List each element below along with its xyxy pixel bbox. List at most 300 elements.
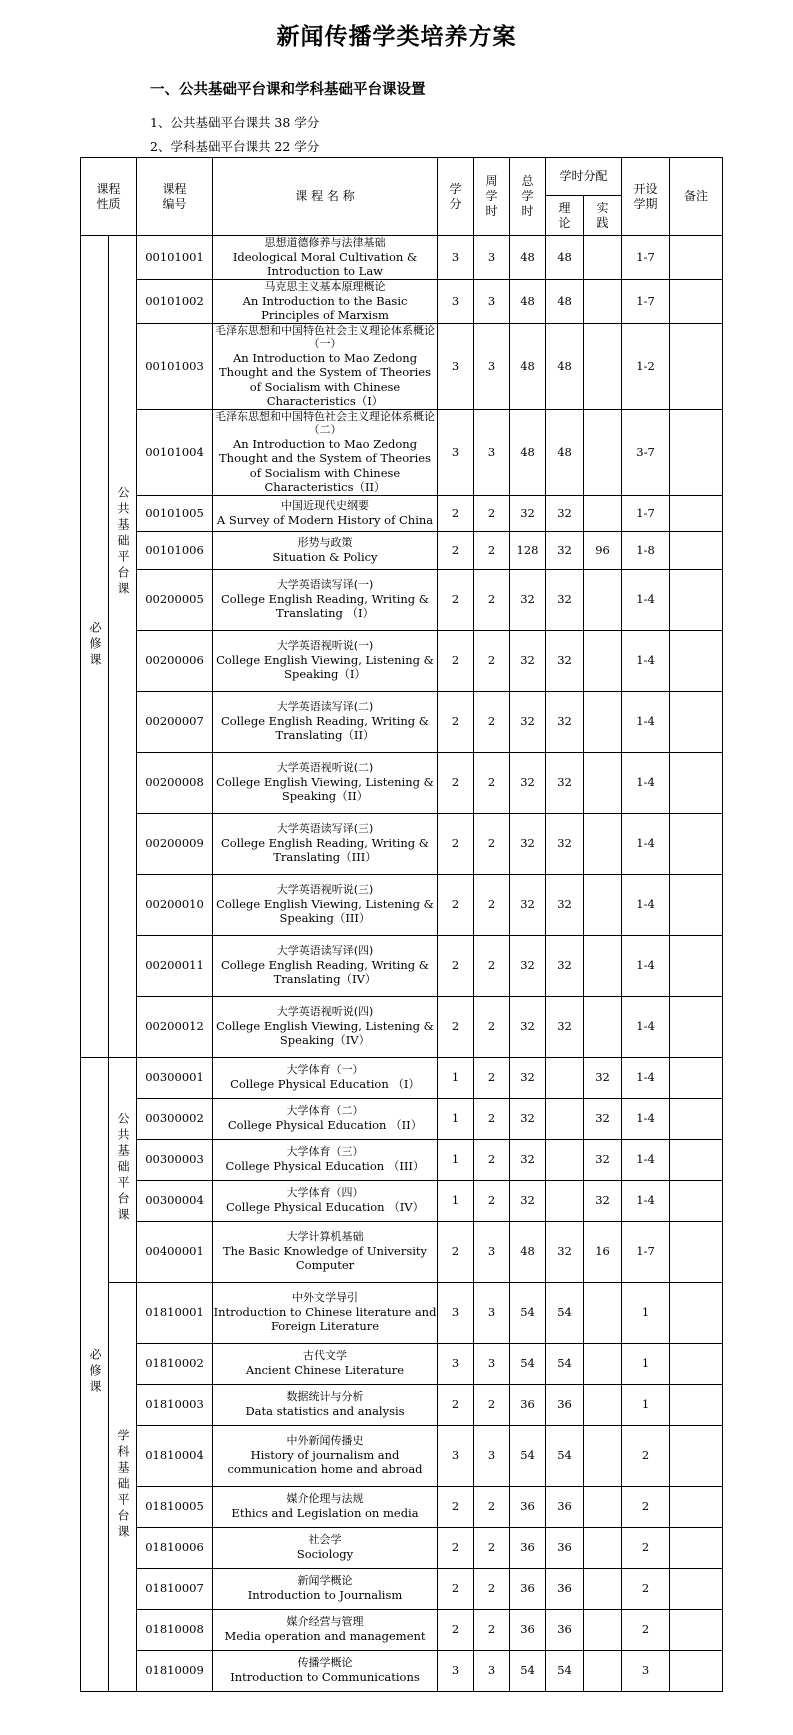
course-remarks	[670, 691, 723, 752]
course-total: 32	[510, 874, 546, 935]
course-name	[213, 1384, 438, 1425]
course-total: 54	[510, 1343, 546, 1384]
course-weekly: 2	[474, 1180, 510, 1221]
course-credit: 1	[438, 1180, 474, 1221]
course-credit: 2	[438, 1527, 474, 1568]
course-practice	[584, 1609, 622, 1650]
course-code: 01810008	[137, 1609, 213, 1650]
course-semester: 1-7	[622, 1221, 670, 1282]
course-name-en: College Physical Education （I）	[230, 1077, 420, 1092]
table-row	[81, 1527, 723, 1568]
course-total: 36	[510, 1568, 546, 1609]
course-credit: 3	[438, 409, 474, 495]
course-practice	[584, 874, 622, 935]
course-theory: 54	[546, 1425, 584, 1486]
course-name	[213, 409, 438, 495]
course-weekly: 2	[474, 1098, 510, 1139]
course-remarks	[670, 1527, 723, 1568]
course-name-zh: 大学体育（四）	[286, 1186, 364, 1200]
header-remarks: 备注	[670, 158, 723, 236]
course-weekly: 3	[474, 1221, 510, 1282]
course-credit: 2	[438, 495, 474, 531]
course-name-zh: 大学英语读写译(三)	[276, 822, 374, 836]
table-row	[81, 1609, 723, 1650]
course-weekly: 2	[474, 752, 510, 813]
group-public-platform-1: 公共基础平台课	[109, 236, 137, 1058]
course-total: 32	[510, 691, 546, 752]
course-name	[213, 813, 438, 874]
course-practice	[584, 752, 622, 813]
course-code: 00300002	[137, 1098, 213, 1139]
course-theory: 54	[546, 1650, 584, 1691]
table-row	[81, 1221, 723, 1282]
course-remarks	[670, 569, 723, 630]
course-code: 01810002	[137, 1343, 213, 1384]
course-weekly: 3	[474, 1650, 510, 1691]
table-row	[81, 495, 723, 531]
course-semester: 1-4	[622, 1180, 670, 1221]
course-semester: 1-7	[622, 495, 670, 531]
course-code: 00101004	[137, 409, 213, 495]
course-name	[213, 531, 438, 569]
course-semester: 1-4	[622, 1139, 670, 1180]
course-remarks	[670, 1282, 723, 1343]
group-required-1: 必修课	[81, 236, 109, 1058]
course-remarks	[670, 935, 723, 996]
header-name: 课 程 名 称	[213, 158, 438, 236]
course-name-en: The Basic Knowledge of University Computer	[222, 1244, 428, 1273]
course-name	[213, 874, 438, 935]
table-row	[81, 935, 723, 996]
course-total: 36	[510, 1384, 546, 1425]
course-weekly: 2	[474, 935, 510, 996]
course-weekly: 2	[474, 1486, 510, 1527]
course-name-en: College English Viewing, Listening & Speaking（IV）	[216, 1019, 434, 1048]
table-row	[81, 813, 723, 874]
course-theory: 32	[546, 1221, 584, 1282]
course-semester: 2	[622, 1425, 670, 1486]
course-name	[213, 1527, 438, 1568]
course-remarks	[670, 280, 723, 324]
course-name-zh: 毛泽东思想和中国特色社会主义理论体系概论（二）	[215, 409, 436, 437]
course-total: 32	[510, 1139, 546, 1180]
course-semester: 1-4	[622, 569, 670, 630]
course-practice	[584, 1384, 622, 1425]
course-name	[213, 280, 438, 324]
course-semester: 3	[622, 1650, 670, 1691]
course-name	[213, 1180, 438, 1221]
course-remarks	[670, 996, 723, 1057]
course-code: 01810001	[137, 1282, 213, 1343]
table-row	[81, 236, 723, 280]
course-name	[213, 236, 438, 280]
course-semester: 1	[622, 1343, 670, 1384]
course-remarks	[670, 236, 723, 280]
course-total: 48	[510, 409, 546, 495]
course-code: 00101005	[137, 495, 213, 531]
course-name-zh: 数据统计与分析	[286, 1390, 364, 1404]
course-name	[213, 1609, 438, 1650]
table-row	[81, 1486, 723, 1527]
course-theory	[546, 1139, 584, 1180]
course-remarks	[670, 1098, 723, 1139]
course-semester: 2	[622, 1609, 670, 1650]
course-code: 00200009	[137, 813, 213, 874]
course-semester: 1	[622, 1282, 670, 1343]
course-code: 01810009	[137, 1650, 213, 1691]
course-total: 32	[510, 1098, 546, 1139]
course-total: 32	[510, 495, 546, 531]
course-practice	[584, 1282, 622, 1343]
course-name-zh: 社会学	[308, 1533, 342, 1547]
course-semester: 1-4	[622, 1098, 670, 1139]
course-code: 00200011	[137, 935, 213, 996]
course-remarks	[670, 1486, 723, 1527]
course-name-zh: 大学体育（一）	[286, 1063, 364, 1077]
course-theory: 32	[546, 531, 584, 569]
course-practice	[584, 569, 622, 630]
course-theory: 32	[546, 813, 584, 874]
course-name-zh: 大学体育（三）	[286, 1145, 364, 1159]
group-discipline-platform: 学科基础平台课	[109, 1282, 137, 1691]
header-theory: 理 论	[546, 196, 584, 236]
course-name-zh: 传播学概论	[297, 1656, 353, 1670]
course-name-zh: 中外新闻传播史	[286, 1434, 364, 1448]
course-name	[213, 935, 438, 996]
course-theory: 32	[546, 935, 584, 996]
course-weekly: 2	[474, 1527, 510, 1568]
course-weekly: 3	[474, 1343, 510, 1384]
course-credit: 2	[438, 813, 474, 874]
course-table	[80, 157, 723, 1692]
section-heading: 一、公共基础平台课和学科基础平台课设置	[150, 82, 426, 98]
course-practice	[584, 280, 622, 324]
course-credit: 2	[438, 1486, 474, 1527]
table-row	[81, 874, 723, 935]
course-theory: 32	[546, 996, 584, 1057]
course-credit: 2	[438, 691, 474, 752]
course-credit: 1	[438, 1139, 474, 1180]
course-code: 00101002	[137, 280, 213, 324]
course-code: 00200007	[137, 691, 213, 752]
course-code: 01810005	[137, 1486, 213, 1527]
table-row	[81, 1568, 723, 1609]
course-semester: 1-7	[622, 236, 670, 280]
course-name	[213, 569, 438, 630]
course-name-en: Data statistics and analysis	[245, 1404, 405, 1419]
course-remarks	[670, 630, 723, 691]
course-weekly: 2	[474, 1057, 510, 1098]
course-weekly: 2	[474, 1568, 510, 1609]
table-row	[81, 996, 723, 1057]
course-credit: 2	[438, 935, 474, 996]
table-row	[81, 1650, 723, 1691]
course-total: 54	[510, 1425, 546, 1486]
course-theory: 54	[546, 1282, 584, 1343]
course-code: 00200010	[137, 874, 213, 935]
course-name-en: College English Viewing, Listening & Speaking（III）	[216, 897, 434, 926]
course-credit: 2	[438, 531, 474, 569]
course-total: 32	[510, 996, 546, 1057]
table-row	[81, 409, 723, 495]
table-row	[81, 1098, 723, 1139]
course-semester: 1-7	[622, 280, 670, 324]
table-row	[81, 1384, 723, 1425]
course-name-zh: 大学英语读写译(四)	[276, 944, 374, 958]
course-remarks	[670, 1568, 723, 1609]
course-code: 00200006	[137, 630, 213, 691]
course-name	[213, 1343, 438, 1384]
course-remarks	[670, 409, 723, 495]
course-theory: 32	[546, 874, 584, 935]
course-theory: 48	[546, 236, 584, 280]
course-name	[213, 323, 438, 409]
course-practice	[584, 1486, 622, 1527]
course-semester: 1-4	[622, 813, 670, 874]
course-theory	[546, 1180, 584, 1221]
course-weekly: 2	[474, 1139, 510, 1180]
course-remarks	[670, 874, 723, 935]
course-credit: 2	[438, 630, 474, 691]
course-name-en: Introduction to Communications	[230, 1670, 420, 1685]
table-row	[81, 1139, 723, 1180]
course-total: 32	[510, 1180, 546, 1221]
course-name-zh: 大学计算机基础	[286, 1230, 364, 1244]
course-remarks	[670, 1384, 723, 1425]
course-name-en: Introduction to Journalism	[247, 1588, 403, 1603]
group-public-platform-2: 公共基础平台课	[109, 1057, 137, 1282]
course-name-zh: 大学英语读写译(一)	[276, 578, 374, 592]
course-practice: 16	[584, 1221, 622, 1282]
course-theory: 32	[546, 752, 584, 813]
course-name	[213, 1098, 438, 1139]
header-total-hours: 总 学 时	[510, 158, 546, 236]
course-name-en: College English Reading, Writing & Translating （I）	[220, 592, 430, 621]
course-theory: 54	[546, 1343, 584, 1384]
course-name-en: An Introduction to Mao Zedong Thought and the System of Theories of Socialism with Chinese Characteristics（I）	[219, 351, 432, 409]
course-practice	[584, 236, 622, 280]
table-row	[81, 531, 723, 569]
course-total: 48	[510, 280, 546, 324]
course-name-en: College English Reading, Writing & Translating（II）	[220, 714, 430, 743]
course-name-zh: 中国近现代史纲要	[281, 498, 370, 512]
course-semester: 1-4	[622, 1057, 670, 1098]
table-row	[81, 323, 723, 409]
course-practice: 32	[584, 1180, 622, 1221]
course-weekly: 2	[474, 1609, 510, 1650]
course-weekly: 2	[474, 495, 510, 531]
course-name-en: Introduction to Chinese literature and Foreign Literature	[213, 1305, 437, 1334]
header-hour-distribution: 学时分配	[546, 158, 622, 196]
course-remarks	[670, 1057, 723, 1098]
course-theory: 36	[546, 1568, 584, 1609]
course-name	[213, 630, 438, 691]
course-total: 48	[510, 1221, 546, 1282]
course-remarks	[670, 1180, 723, 1221]
course-name	[213, 1425, 438, 1486]
header-code: 课程 编号	[137, 158, 213, 236]
course-theory	[546, 1057, 584, 1098]
course-theory: 36	[546, 1486, 584, 1527]
course-weekly: 3	[474, 409, 510, 495]
course-theory: 32	[546, 495, 584, 531]
course-name-en: College Physical Education （III）	[225, 1159, 425, 1174]
header-practice: 实 践	[584, 196, 622, 236]
course-weekly: 3	[474, 280, 510, 324]
course-practice: 32	[584, 1098, 622, 1139]
table-row	[81, 1343, 723, 1384]
course-semester: 2	[622, 1486, 670, 1527]
course-name	[213, 1282, 438, 1343]
course-semester: 1-8	[622, 531, 670, 569]
course-code: 00200012	[137, 996, 213, 1057]
course-total: 32	[510, 752, 546, 813]
course-theory: 32	[546, 630, 584, 691]
course-semester: 1-2	[622, 323, 670, 409]
course-name	[213, 996, 438, 1057]
course-theory: 36	[546, 1527, 584, 1568]
course-remarks	[670, 813, 723, 874]
course-semester: 3-7	[622, 409, 670, 495]
table-row	[81, 630, 723, 691]
table-row	[81, 280, 723, 324]
course-weekly: 2	[474, 569, 510, 630]
course-practice	[584, 495, 622, 531]
course-credit: 3	[438, 323, 474, 409]
course-total: 32	[510, 813, 546, 874]
course-remarks	[670, 495, 723, 531]
course-name-en: Sociology	[296, 1547, 354, 1562]
course-theory: 36	[546, 1384, 584, 1425]
course-weekly: 2	[474, 1384, 510, 1425]
course-semester: 2	[622, 1568, 670, 1609]
course-weekly: 2	[474, 996, 510, 1057]
course-practice	[584, 1343, 622, 1384]
course-total: 48	[510, 236, 546, 280]
table-row	[81, 691, 723, 752]
course-practice	[584, 1527, 622, 1568]
course-weekly: 3	[474, 1282, 510, 1343]
course-name-en: College Physical Education （II）	[227, 1118, 423, 1133]
course-name-en: Ancient Chinese Literature	[245, 1363, 405, 1378]
course-theory: 32	[546, 569, 584, 630]
course-theory: 36	[546, 1609, 584, 1650]
course-theory: 48	[546, 280, 584, 324]
table-row	[81, 1180, 723, 1221]
course-credit: 1	[438, 1057, 474, 1098]
course-name-en: College English Viewing, Listening & Speaking（I）	[216, 653, 434, 682]
course-semester: 1-4	[622, 996, 670, 1057]
course-theory	[546, 1098, 584, 1139]
course-semester: 2	[622, 1527, 670, 1568]
course-name	[213, 1650, 438, 1691]
course-name-en: College English Reading, Writing & Translating（III）	[220, 836, 430, 865]
course-credit: 3	[438, 1650, 474, 1691]
course-theory: 48	[546, 323, 584, 409]
course-semester: 1-4	[622, 752, 670, 813]
course-code: 00101001	[137, 236, 213, 280]
course-name	[213, 1568, 438, 1609]
table-row	[81, 1282, 723, 1343]
course-credit: 3	[438, 280, 474, 324]
course-name-en: An Introduction to the Basic Principles of Marxism	[242, 293, 408, 323]
course-semester: 1-4	[622, 691, 670, 752]
course-name-zh: 大学英语视听说(三)	[276, 883, 374, 897]
course-code: 01810006	[137, 1527, 213, 1568]
course-code: 01810007	[137, 1568, 213, 1609]
page-title: 新闻传播学类培养方案	[276, 24, 517, 50]
course-code: 00300004	[137, 1180, 213, 1221]
course-remarks	[670, 1221, 723, 1282]
course-remarks	[670, 752, 723, 813]
course-weekly: 2	[474, 531, 510, 569]
course-code: 00200005	[137, 569, 213, 630]
course-credit: 1	[438, 1098, 474, 1139]
course-total: 36	[510, 1609, 546, 1650]
course-remarks	[670, 1425, 723, 1486]
course-credit: 2	[438, 1384, 474, 1425]
course-name-en: A Survey of Modern History of China	[216, 512, 434, 527]
course-practice: 96	[584, 531, 622, 569]
course-practice	[584, 409, 622, 495]
course-name	[213, 752, 438, 813]
course-name-zh: 思想道德修养与法律基础	[264, 236, 386, 250]
course-credit: 2	[438, 752, 474, 813]
course-weekly: 2	[474, 813, 510, 874]
course-code: 01810003	[137, 1384, 213, 1425]
course-total: 32	[510, 630, 546, 691]
course-name-en: College Physical Education （IV）	[225, 1200, 425, 1215]
course-code: 00101003	[137, 323, 213, 409]
credit-line-public: 1、公共基础平台课共 38 学分	[150, 115, 320, 130]
course-total: 32	[510, 1057, 546, 1098]
course-weekly: 2	[474, 691, 510, 752]
course-name	[213, 495, 438, 531]
course-credit: 3	[438, 1343, 474, 1384]
header-semester: 开设 学期	[622, 158, 670, 236]
course-name-zh: 媒介经营与管理	[286, 1615, 364, 1629]
course-remarks	[670, 531, 723, 569]
course-code: 00200008	[137, 752, 213, 813]
course-name-zh: 毛泽东思想和中国特色社会主义理论体系概论（一）	[215, 323, 436, 351]
course-practice	[584, 630, 622, 691]
course-theory: 32	[546, 691, 584, 752]
course-practice	[584, 1650, 622, 1691]
course-name	[213, 1057, 438, 1098]
course-total: 54	[510, 1282, 546, 1343]
course-total: 48	[510, 323, 546, 409]
course-name-zh: 大学英语视听说(四)	[276, 1005, 374, 1019]
course-credit: 3	[438, 1282, 474, 1343]
course-practice	[584, 935, 622, 996]
course-name-zh: 大学英语视听说(二)	[276, 761, 374, 775]
course-total: 54	[510, 1650, 546, 1691]
group-required-2: 必修课	[81, 1057, 109, 1691]
course-practice	[584, 996, 622, 1057]
header-nature: 课程 性质	[81, 158, 137, 236]
course-weekly: 2	[474, 874, 510, 935]
course-total: 128	[510, 531, 546, 569]
course-name-en: Ideological Moral Cultivation & Introduction to Law	[232, 250, 418, 279]
course-practice	[584, 323, 622, 409]
table-row	[81, 569, 723, 630]
course-name-en: College English Reading, Writing & Translating（IV）	[220, 958, 430, 987]
course-name-zh: 媒介伦理与法规	[286, 1492, 364, 1506]
course-credit: 3	[438, 236, 474, 280]
course-credit: 2	[438, 1221, 474, 1282]
course-code: 00101006	[137, 531, 213, 569]
course-weekly: 3	[474, 323, 510, 409]
